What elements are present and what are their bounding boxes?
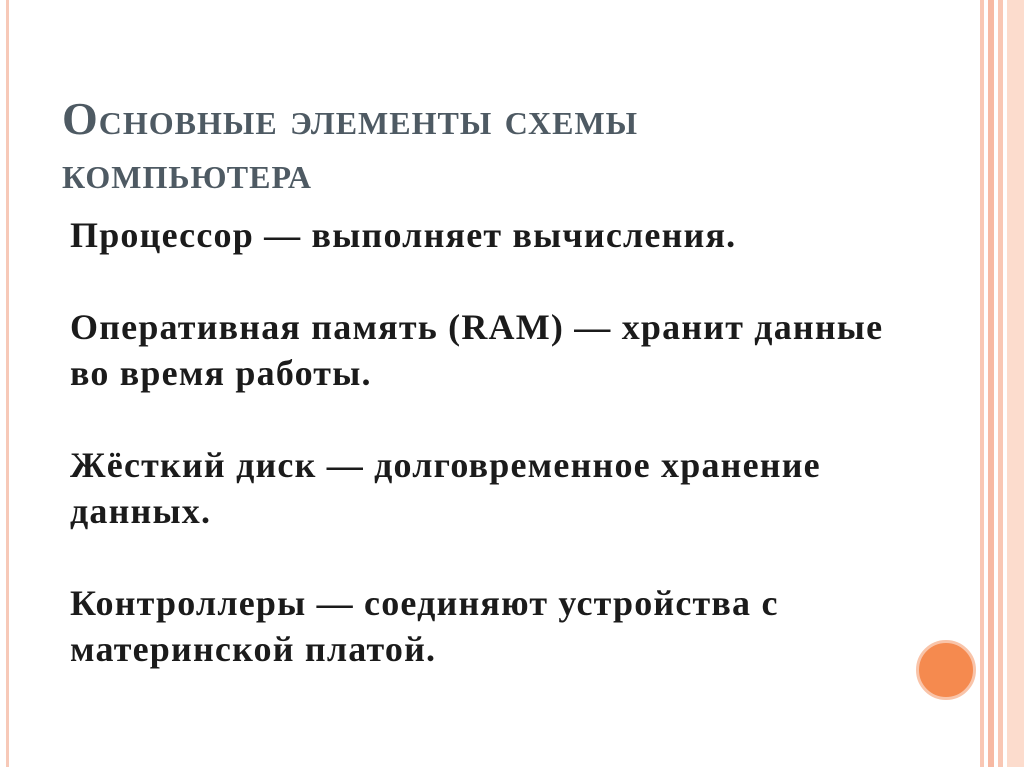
accent-circle-icon bbox=[916, 640, 976, 700]
paragraph-ram: Оперативная память (RAM) — хранит данные во время работы. bbox=[70, 307, 884, 393]
paragraph-processor: Процессор — выполняет вычисления. bbox=[70, 215, 737, 255]
paragraph-controllers: Контроллеры — соединяют устройства с материнской платой. bbox=[70, 583, 779, 669]
slide-title: Основные элементы схемы компьютера bbox=[62, 93, 639, 198]
right-stripe-4 bbox=[1007, 0, 1024, 767]
slide-content bbox=[70, 212, 930, 718]
left-border-line bbox=[6, 0, 9, 767]
right-stripe-2 bbox=[988, 0, 994, 767]
paragraph-hard-disk: Жёсткий диск — долговременное хранение данных. bbox=[70, 445, 821, 531]
right-stripe-3 bbox=[998, 0, 1003, 767]
right-stripe-1 bbox=[980, 0, 984, 767]
